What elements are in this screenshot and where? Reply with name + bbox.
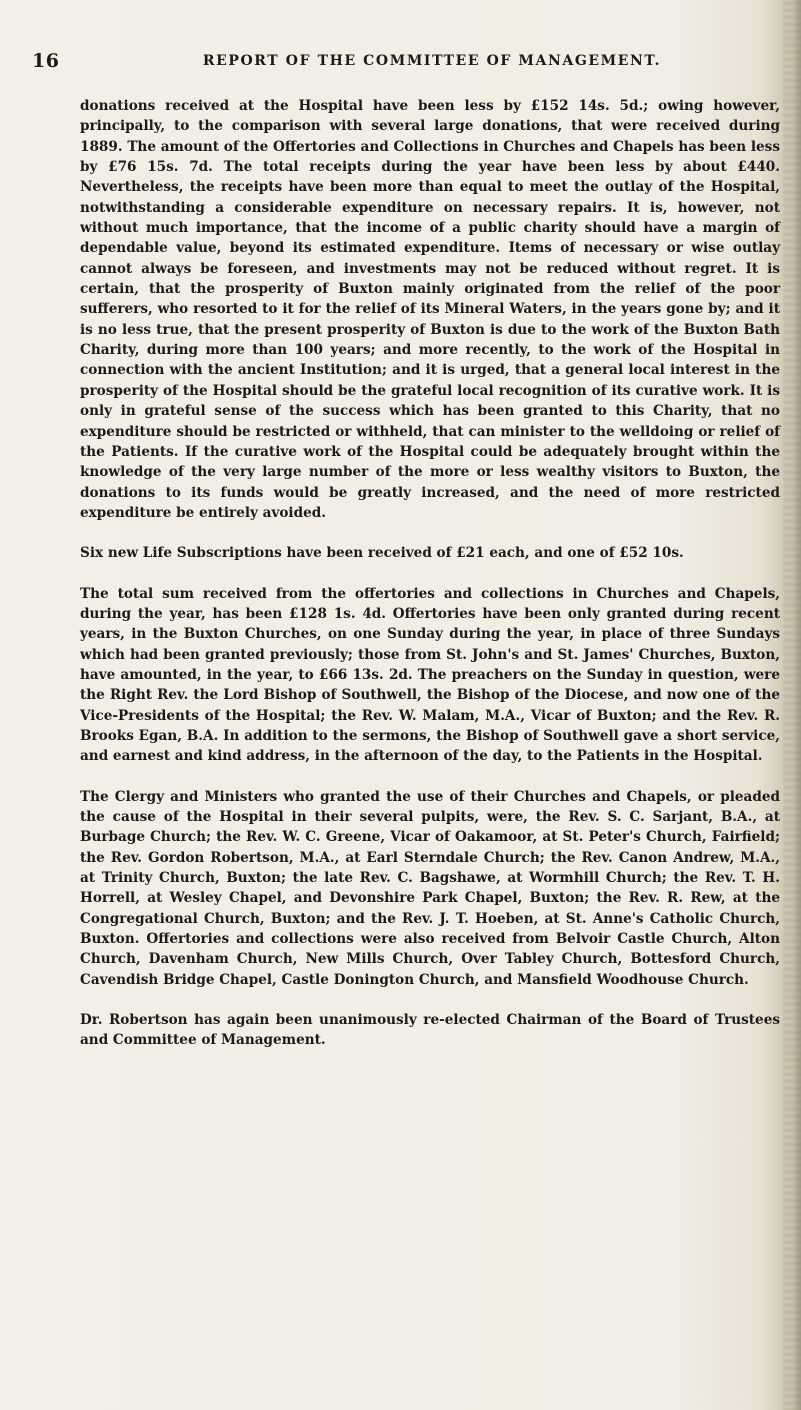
- paragraph-life-subscriptions: Six new Life Subscriptions have been received of £21 each, and one of £52 10s.: [80, 545, 684, 562]
- paragraph-clergy: The Clergy and Ministers who granted the use of their Churches and Chapels, or pleaded the cause of the Hospital in their several pulpits, were, the Rev. S. C. Sarjant, B.A., at Burbage Church; the Rev. W. C. Greene, Vicar of Oakamoor, at St. Peter's Church, Fairfield; the Rev. Gordon Robertson, M.A., at Earl Sterndale Church; the Rev. Canon Andrew, M.A., at Trinity Church, Buxton; the late Rev. C. Bagshawe, at Wormhill Church; the Rev. T. H. Horrell, at Wesley Chapel, and Devonshire Park Chapel, Buxton; the Rev. R. Rew, at the Congregational Church, Buxton; and the Rev. J. T. Hoeben, at St. Anne's Catholic Church, Buxton. Offertories and collections were also received from Belvoir Castle Church, Alton Church, Davenham Church, New Mills Church, Over Tabley Church, Bottesford Church, Cavendish Bridge Chapel, Castle Donington Church, and Mansfield Woodhouse Church.: [80, 788, 780, 988]
- paragraph-chairman: Dr. Robertson has again been unanimously re-elected Chairman of the Board of Trustees and Committee of Management.: [80, 1012, 780, 1049]
- page-number: 16: [32, 50, 60, 72]
- body-text: [80, 96, 780, 1051]
- page-header: [32, 50, 772, 76]
- page-edge-shadow: [783, 0, 801, 1410]
- paragraph-donations: donations received at the Hospital have been less by £152 14s. 5d.; owing however, principally, to the comparison with several large donations, that were received during 1889. The amount of the Offertories and Collections in Churches and Chapels has been less by £76 15s. 7d. The total receipts during the year have been less by about £440. Nevertheless, the receipts have been more than equal to meet the outlay of the Hospital, notwithstanding a considerable expenditure on necessary repairs. It is, however, not without much importance, that the income of a public charity should have a margin of dependable value, beyond its estimated expenditure. Items of necessary or wise outlay cannot always be foreseen, and investments may not be reduced without regret. It is certain, that the prosperity of Buxton mainly originated from the relief of the poor sufferers, who resorted to it for the relief of its Mineral Waters, in the years gone by; and it is no less true, that the present prosperity of Buxton is due to the work of the Buxton Bath Charity, during more than 100 years; and more recently, to the work of the Hospital in connection with the ancient Institution; and it is urged, that a general local interest in the prosperity of the Hospital should be the grateful local recognition of its curative work. It is only in grateful sense of the success which has been granted to this Charity, that no expenditure should be restricted or withheld, that can minister to the welldoing or relief of the Patients. If the curative work of the Hospital could be adequately brought within the knowledge of the very large number of the more or less wealthy visitors to Buxton, the donations to its funds would be greatly increased, and the need of more restricted expenditure be entirely avoided.: [80, 98, 780, 521]
- paragraph-offertories: The total sum received from the offertories and collections in Churches and Chapels, during the year, has been £128 1s. 4d. Offertories have been only granted during recent years, in the Buxton Churches, on one Sunday during the year, in place of three Sundays which had been granted previously; those from St. John's and St. James' Churches, Buxton, have amounted, in the year, to £66 13s. 2d. The preachers on the Sunday in question, were the Right Rev. the Lord Bishop of Southwell, the Bishop of the Diocese, and now one of the Vice-Presidents of the Hospital; the Rev. W. Malam, M.A., Vicar of Buxton; and the Rev. R. Brooks Egan, B.A. In addition to the sermons, the Bishop of Southwell gave a short service, and earnest and kind address, in the afternoon of the day, to the Patients in the Hospital.: [80, 585, 780, 765]
- running-head: REPORT OF THE COMMITTEE OF MANAGEMENT.: [202, 53, 662, 69]
